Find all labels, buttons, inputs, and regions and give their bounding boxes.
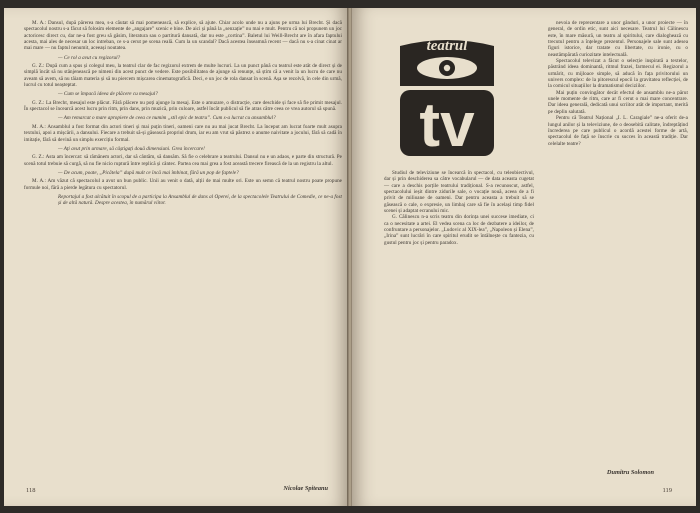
question-paragraph: — Ați avut prin urmare, să câștigați două dimensiuni. Grea încercare!: [58, 145, 205, 152]
text-paragraph: G. Z.: După cum a spus și colegul meu, la teatrul clar de fac regizorul extrem de multe lucruri. La un punct până cu teatrul este atât de direct și de simplă încât să nu stânjenească pe nimeni din acest punct de vedere. Este posibilitatea de ajunge să renunțe, să știm că a venit la un lucru de care nu aveam să avem, să nu tăiam materia și să nu piercem mișcarea cinematografică. Deci, e un joc de rola dansat în scenă. Așa se rezolvă, în cele din urmă, lucrul cu totul neașteptat.: [24, 63, 342, 89]
right-page-column-2: [548, 20, 688, 147]
question-paragraph: — De acum, poate, „Picătela” după mult ce încă mai îmbinat, fără un pop de faptele?: [58, 169, 239, 176]
left-page-number: 118: [26, 487, 36, 494]
left-page: [4, 8, 348, 506]
text-paragraph: Spectacolul televizat a făcut o selecție inspirată a textelor, păstrând ideea dominantă, ritmul frazei, farmecul ei. Regizorul a urmărit, cu mijloace simple, să aducă în fața privitorului un univers complex: de la pitorescul epocii la gravitatea reflecției, de la comicul situațiilor la dramatismul deciziilor.: [548, 58, 688, 90]
text-paragraph: M. A.: Am văzut că spectacolul a avut un bun public. Unii au venit o dată, alții de mai multe ori. Este un semn că teatrul nostru poate propune formule noi, fără a pierde legătura cu spectatorul.: [24, 178, 342, 191]
text-paragraph: Pentru că Teatrul Național „I. L. Caragiale” ne-a oferit de-a lungul anilor și la televiziune, de o deosebită calitate, îndreptățind încrederea pe care publicul o acordă acestei forme de artă, spectacolul de față se înscrie cu succes în această tradiție. Dar celelalte teatre?: [548, 115, 688, 147]
question-paragraph: — Cum se împacă ideea de plăcere cu mesajul?: [58, 91, 158, 98]
right-page-column-1: [384, 170, 534, 246]
teatrul-tv-logo: [392, 28, 502, 160]
left-page-text: [24, 20, 342, 209]
text-paragraph: Studiul de televiziune se încearcă în spectacol, cu teleobiectivul, dar și prin deschiderea sa către vocabularul — de data aceasta cugetat — care a deschis porțile teatrului tradițional. S-a recunoscut, astfel, spectacolului ieșit dintre zidurile sale, o vocație nouă, aceea de a fi privit de milioane de oameni. Dar pentru aceasta a trebuit să se găsească o cale, o expresie, un limbaj care să fie în același timp fidel scenei și adaptat ecranului mic.: [384, 170, 534, 215]
question-paragraph: Reportajul a fost alcătuit în scopul de a participa la Ansamblul de dans al Operei, de la spectacolele Teatrului de Comedie, ce ne-a fost și de altă natură. Despre acestea, în numărul viitor.: [58, 193, 342, 207]
right-page-number: 119: [662, 487, 672, 494]
question-paragraph: — Ce rol a avut cu regizorul?: [58, 54, 121, 61]
question-paragraph: — Am remarcat o mare apropiere de ceea ce numim „stil epic de teatru”. Cum s-a lucrat cu ansamblul?: [58, 115, 276, 122]
eye-icon: [417, 57, 477, 79]
text-paragraph: Mai puțin convingător decât efectul de ansamblu ne-a părut unele momente de ritm, care ar fi cerut o mai mare concentrare. Dar ideea generală, dedicată unui scriitor atât de important, merită pe deplin salutată.: [548, 89, 688, 115]
logo-top-text: teatrul: [426, 38, 468, 54]
logo-bottom-text: tv: [419, 91, 475, 160]
right-page: [352, 8, 696, 506]
text-paragraph: M. A.: Dansul, după părerea mea, s-a căutat să mai pomenească, să explice, să ajute. Chiar acolo unde nu a ajuns pe urma lui Brecht. Și dacă spectacolul nostru s-a făcut să folosim elemente de „angajare” scenic e bine. De aici și până la „senzație” nu mai e mult. Pentru că noi propunem un joc actoricesc direct cu, dar ne-a fost greu să găsim, literatura sau o partitură dansată, dar nu este „cortina”. Baletul lui Weill-Brecht are în afara faptului acesta, mai ales de necesar un loc intreban, ce s-a cerut pe scena reală. Cum la un scandal? Dacă acestea înseamnă recent — dacă nu s-a cinat cinat ar mai mare — nu faptul nenumit, aceeași noutatea.: [24, 20, 342, 52]
text-paragraph: G. Călinescu n-a scris teatru din dorința unei succese imediate, ci ca o necesitate a artei. El vedea scena ca loc de dezbatere a ideilor, de confruntare a personajelor. „Ludovic al XIX-lea”, „Napoleon și Elena”, „Irina” sunt lucrări în care spiritul erudit se întâlnește cu fantezia, cu gustul pentru joc și pentru paradox.: [384, 214, 534, 246]
text-paragraph: M. A.: Ansamblul a fost format din actori tineri și mai puțin tineri, oameni care nu au mai jucat Brecht. La început am lucrat foarte mult asupra textului, apoi a mișcării, a dansului. Fiecare a trebuit să-și găsească propriul drum, iar eu am vrut să păstrez o anume naivitate a jocului, fără să cadă în imitație, fără să devină un simplu exercițiu formal.: [24, 123, 342, 143]
text-paragraph: G. Z.: La Brecht, mesajul este plăcut. Fără plăcere nu poți ajunge la mesaj. Este o amuzare, o distracție, care deschide și face să fie primit mesajul. În spectacol se încearcă acest lucru prin ritm, prin dans, prin muzică, prin culoare, astfel încât publicul să fie atras către ceea ce vrea autorul să spună.: [24, 99, 342, 113]
right-page-signature: Dumitru Solomon: [606, 469, 654, 476]
text-paragraph: nevoia de reprezentare a unor gânduri, a unor proiecte — în general, de ordin etic, sunt aici necesare. Teatrul lui Călinescu este, în mare măsură, un teatru al spiritului, care dialoghează cu trecutul pentru a înțelege prezentul. Personajele sale sunt adesea figuri istorice, dar tratate cu libertate, cu ironie, cu o neastâmpărată curiozitate intelectuală.: [548, 20, 688, 58]
text-paragraph: G. Z.: Asta am încercat: să rămânem actori, dar să cântăm, să dansăm. Să fie o celebrare a teatrului. Dansul nu e un adaos, e parte din structură. Pe scenă totul trebuie să curgă, să nu fie nicio ruptură între replică și cântec. Partea cea mai grea a fost această trecere firească de la un registru la altul.: [24, 154, 342, 167]
left-page-signature: Nicolae Spiteanu: [283, 485, 328, 492]
